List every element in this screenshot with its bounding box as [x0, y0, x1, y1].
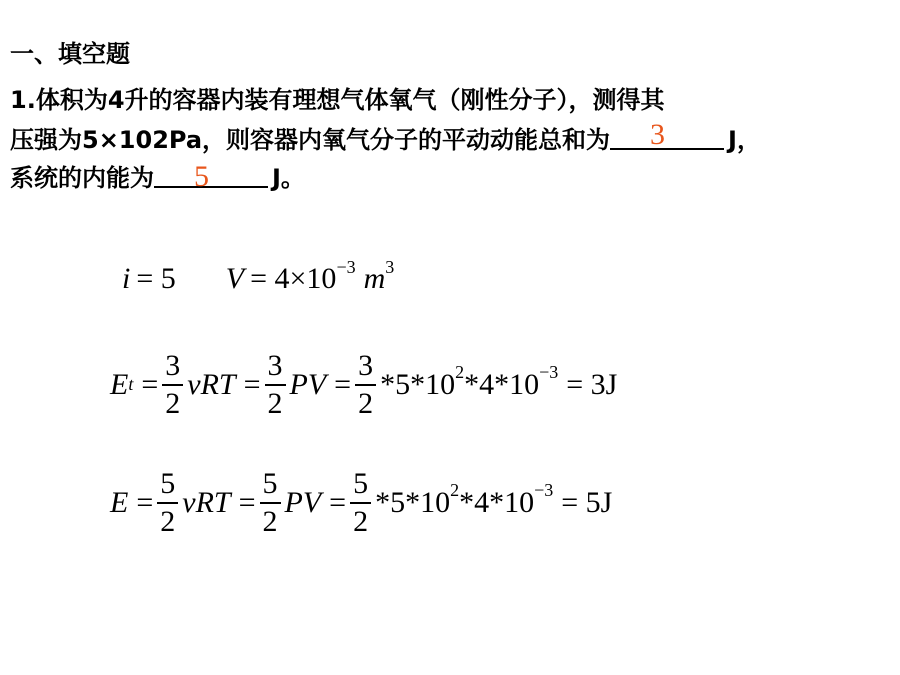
- equals-sign: =: [243, 367, 261, 401]
- given-values: [122, 256, 395, 296]
- subscript-t: t: [128, 374, 134, 394]
- numerator: 3: [162, 350, 183, 386]
- question-line-1: [10, 80, 665, 115]
- question-text: 压强为5×102Pa，则容器内氧气分子的平动动能总和为: [10, 126, 611, 154]
- symbol-V: V: [225, 262, 245, 295]
- question-text: J。: [272, 164, 305, 192]
- fraction: [355, 350, 376, 419]
- symbol-E: E: [110, 485, 129, 519]
- exponent: −3: [336, 256, 356, 277]
- exponent: 2: [450, 480, 460, 500]
- fraction: [265, 350, 286, 419]
- nu-RT: νRT: [187, 367, 236, 401]
- denominator: 2: [262, 504, 278, 538]
- equals-sign: =: [238, 485, 256, 519]
- given-V-value: = 4×10: [250, 262, 337, 295]
- equation-translational-energy: [110, 350, 617, 419]
- unit-m: m: [363, 262, 386, 295]
- question-line-3: [10, 158, 305, 193]
- answer-1: 3: [650, 118, 666, 151]
- numerator: 5: [350, 468, 371, 504]
- result: = 3J: [566, 367, 618, 401]
- question-line-2: [10, 120, 761, 155]
- given-i-value: = 5: [136, 262, 176, 295]
- question-text: J，: [728, 126, 761, 154]
- equation-internal-energy: [110, 468, 612, 537]
- denominator: 2: [267, 386, 283, 420]
- fraction: [157, 468, 178, 537]
- exponent: 3: [385, 256, 395, 277]
- equals-sign: =: [141, 367, 159, 401]
- denominator: 2: [165, 386, 181, 420]
- PV: PV: [284, 485, 322, 519]
- fraction: [350, 468, 371, 537]
- equals-sign: =: [329, 485, 347, 519]
- fraction: [162, 350, 183, 419]
- exponent: −3: [539, 362, 559, 382]
- denominator: 2: [358, 386, 374, 420]
- nu-RT: νRT: [182, 485, 231, 519]
- calc-part: *5*10: [375, 485, 451, 519]
- exponent: 2: [455, 362, 465, 382]
- equals-sign: =: [136, 485, 154, 519]
- fraction: [260, 468, 281, 537]
- calc-part: *4*10: [464, 367, 540, 401]
- question-text: 1.体积为4升的容器内装有理想气体氧气（刚性分子），测得其: [10, 86, 665, 114]
- symbol-i: i: [122, 262, 131, 295]
- equals-sign: =: [334, 367, 352, 401]
- numerator: 3: [355, 350, 376, 386]
- calc-part: *5*10: [380, 367, 456, 401]
- answer-2: 5: [194, 160, 209, 193]
- numerator: 3: [265, 350, 286, 386]
- numerator: 5: [157, 468, 178, 504]
- symbol-E: E: [110, 367, 129, 401]
- PV: PV: [289, 367, 327, 401]
- question-text: 系统的内能为: [10, 164, 154, 192]
- exponent: −3: [534, 480, 554, 500]
- denominator: 2: [160, 504, 176, 538]
- answer-blank-1: [610, 118, 724, 151]
- calc-part: *4*10: [459, 485, 535, 519]
- section-heading: 一、填空题: [10, 40, 130, 68]
- result: = 5J: [561, 485, 613, 519]
- answer-blank-2: [154, 160, 268, 193]
- numerator: 5: [260, 468, 281, 504]
- denominator: 2: [353, 504, 369, 538]
